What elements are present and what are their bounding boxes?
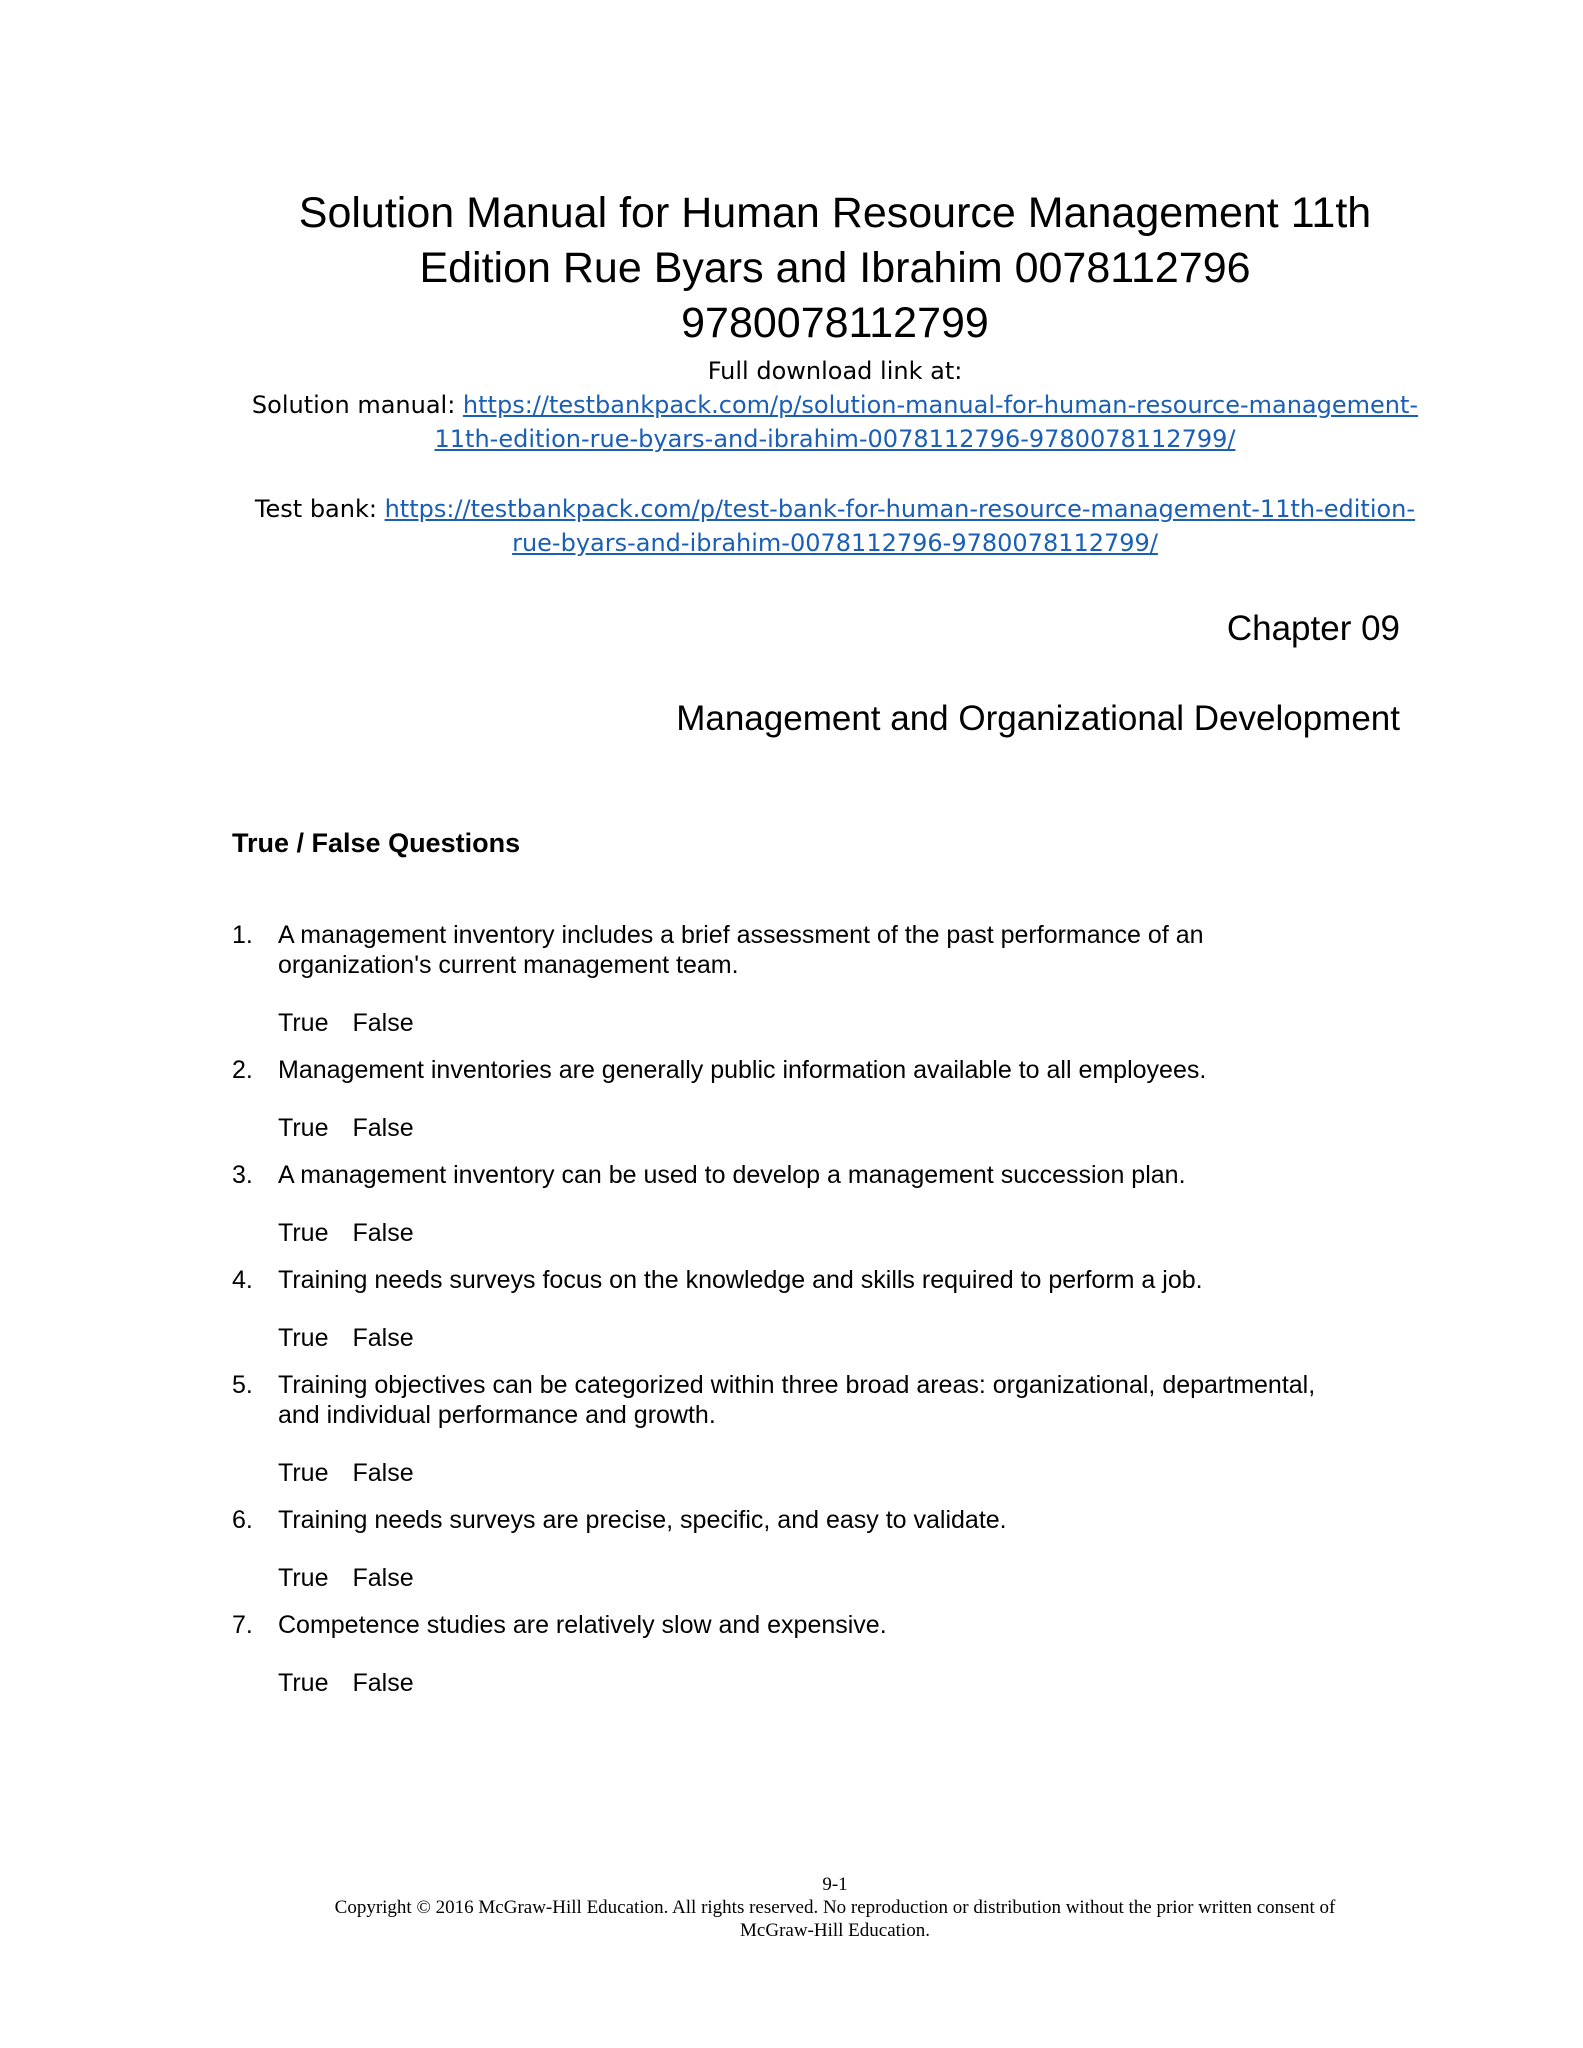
true-option: True <box>278 1324 329 1352</box>
true-option: True <box>278 1459 329 1487</box>
question-text <box>278 1265 1392 1295</box>
question-item <box>232 1370 1392 1488</box>
question-number: 2. <box>232 1056 253 1084</box>
chapter-label: Chapter 09 <box>1226 609 1400 648</box>
true-option: True <box>278 1669 329 1697</box>
answer-options <box>278 1668 1392 1698</box>
question-text <box>278 1055 1392 1085</box>
question-item <box>232 1160 1392 1248</box>
false-option: False <box>352 1009 414 1037</box>
question-text-line: Management inventories are generally public information available to all employees. <box>278 1056 1207 1084</box>
true-option: True <box>278 1114 329 1142</box>
solution-manual-link[interactable]: https://testbankpack.com/p/solution-manual-for-human-resource-management- <box>462 391 1419 419</box>
test-bank-label: Test bank: <box>254 495 385 523</box>
true-option: True <box>278 1219 329 1247</box>
copyright-line: McGraw-Hill Education. <box>740 1920 930 1941</box>
question-text <box>278 920 1392 980</box>
title-line: Edition Rue Byars and Ibrahim 0078112796 <box>419 244 1251 292</box>
question-text-line: organization's current management team. <box>278 951 739 979</box>
question-item <box>232 1610 1392 1698</box>
question-number: 1. <box>232 921 253 949</box>
question-text-line: Training needs surveys are precise, specific, and easy to validate. <box>278 1506 1007 1534</box>
test-bank-row-continued <box>200 526 1470 560</box>
question-text-line: A management inventory includes a brief assessment of the past performance of an <box>278 921 1204 949</box>
false-option: False <box>352 1324 414 1352</box>
test-bank-row <box>200 492 1470 526</box>
title-line: 9780078112799 <box>681 299 989 347</box>
question-text <box>278 1610 1392 1640</box>
copyright-line: Copyright © 2016 McGraw-Hill Education. All rights reserved. No reproduction or distribution without the prior written consent of <box>334 1897 1336 1918</box>
section-heading: True / False Questions <box>232 828 521 858</box>
false-option: False <box>352 1459 414 1487</box>
answer-options <box>278 1323 1392 1353</box>
question-text-line: Training objectives can be categorized within three broad areas: organizational, departmental, <box>278 1371 1316 1399</box>
answer-options <box>278 1008 1392 1038</box>
solution-manual-link-continued[interactable]: 11th-edition-rue-byars-and-ibrahim-0078112796-9780078112799/ <box>434 425 1236 453</box>
solution-manual-row-continued <box>200 422 1470 456</box>
answer-options <box>278 1458 1392 1488</box>
question-text <box>278 1505 1392 1535</box>
question-text-line: and individual performance and growth. <box>278 1401 716 1429</box>
question-item <box>232 1505 1392 1593</box>
download-label: Full download link at: <box>707 357 963 385</box>
question-number: 7. <box>232 1611 253 1639</box>
question-number: 3. <box>232 1161 253 1189</box>
question-item <box>232 1055 1392 1143</box>
question-text-line: Competence studies are relatively slow and expensive. <box>278 1611 887 1639</box>
download-links <box>200 354 1470 560</box>
title-line: Solution Manual for Human Resource Management 11th <box>298 189 1372 237</box>
question-item <box>232 920 1392 1038</box>
question-number: 5. <box>232 1371 253 1399</box>
false-option: False <box>352 1669 414 1697</box>
question-text <box>278 1160 1392 1190</box>
test-bank-link-continued[interactable]: rue-byars-and-ibrahim-0078112796-9780078112799/ <box>512 529 1158 557</box>
question-text <box>278 1370 1392 1430</box>
question-item <box>232 1265 1392 1353</box>
question-text-line: A management inventory can be used to develop a management succession plan. <box>278 1161 1186 1189</box>
true-option: True <box>278 1564 329 1592</box>
question-list <box>232 920 1392 1715</box>
page-footer <box>200 1873 1470 1942</box>
page-title <box>200 186 1470 351</box>
solution-manual-label: Solution manual: <box>251 391 463 419</box>
solution-manual-row <box>200 388 1470 422</box>
false-option: False <box>352 1564 414 1592</box>
answer-options <box>278 1218 1392 1248</box>
false-option: False <box>352 1219 414 1247</box>
question-number: 4. <box>232 1266 253 1294</box>
page-number: 9-1 <box>822 1874 848 1895</box>
answer-options <box>278 1113 1392 1143</box>
answer-options <box>278 1563 1392 1593</box>
spacer <box>200 456 1470 492</box>
false-option: False <box>352 1114 414 1142</box>
question-text-line: Training needs surveys focus on the knowledge and skills required to perform a job. <box>278 1266 1203 1294</box>
true-option: True <box>278 1009 329 1037</box>
test-bank-link[interactable]: https://testbankpack.com/p/test-bank-for-human-resource-management-11th-edition- <box>384 495 1416 523</box>
chapter-title: Management and Organizational Development <box>676 699 1400 738</box>
question-number: 6. <box>232 1506 253 1534</box>
